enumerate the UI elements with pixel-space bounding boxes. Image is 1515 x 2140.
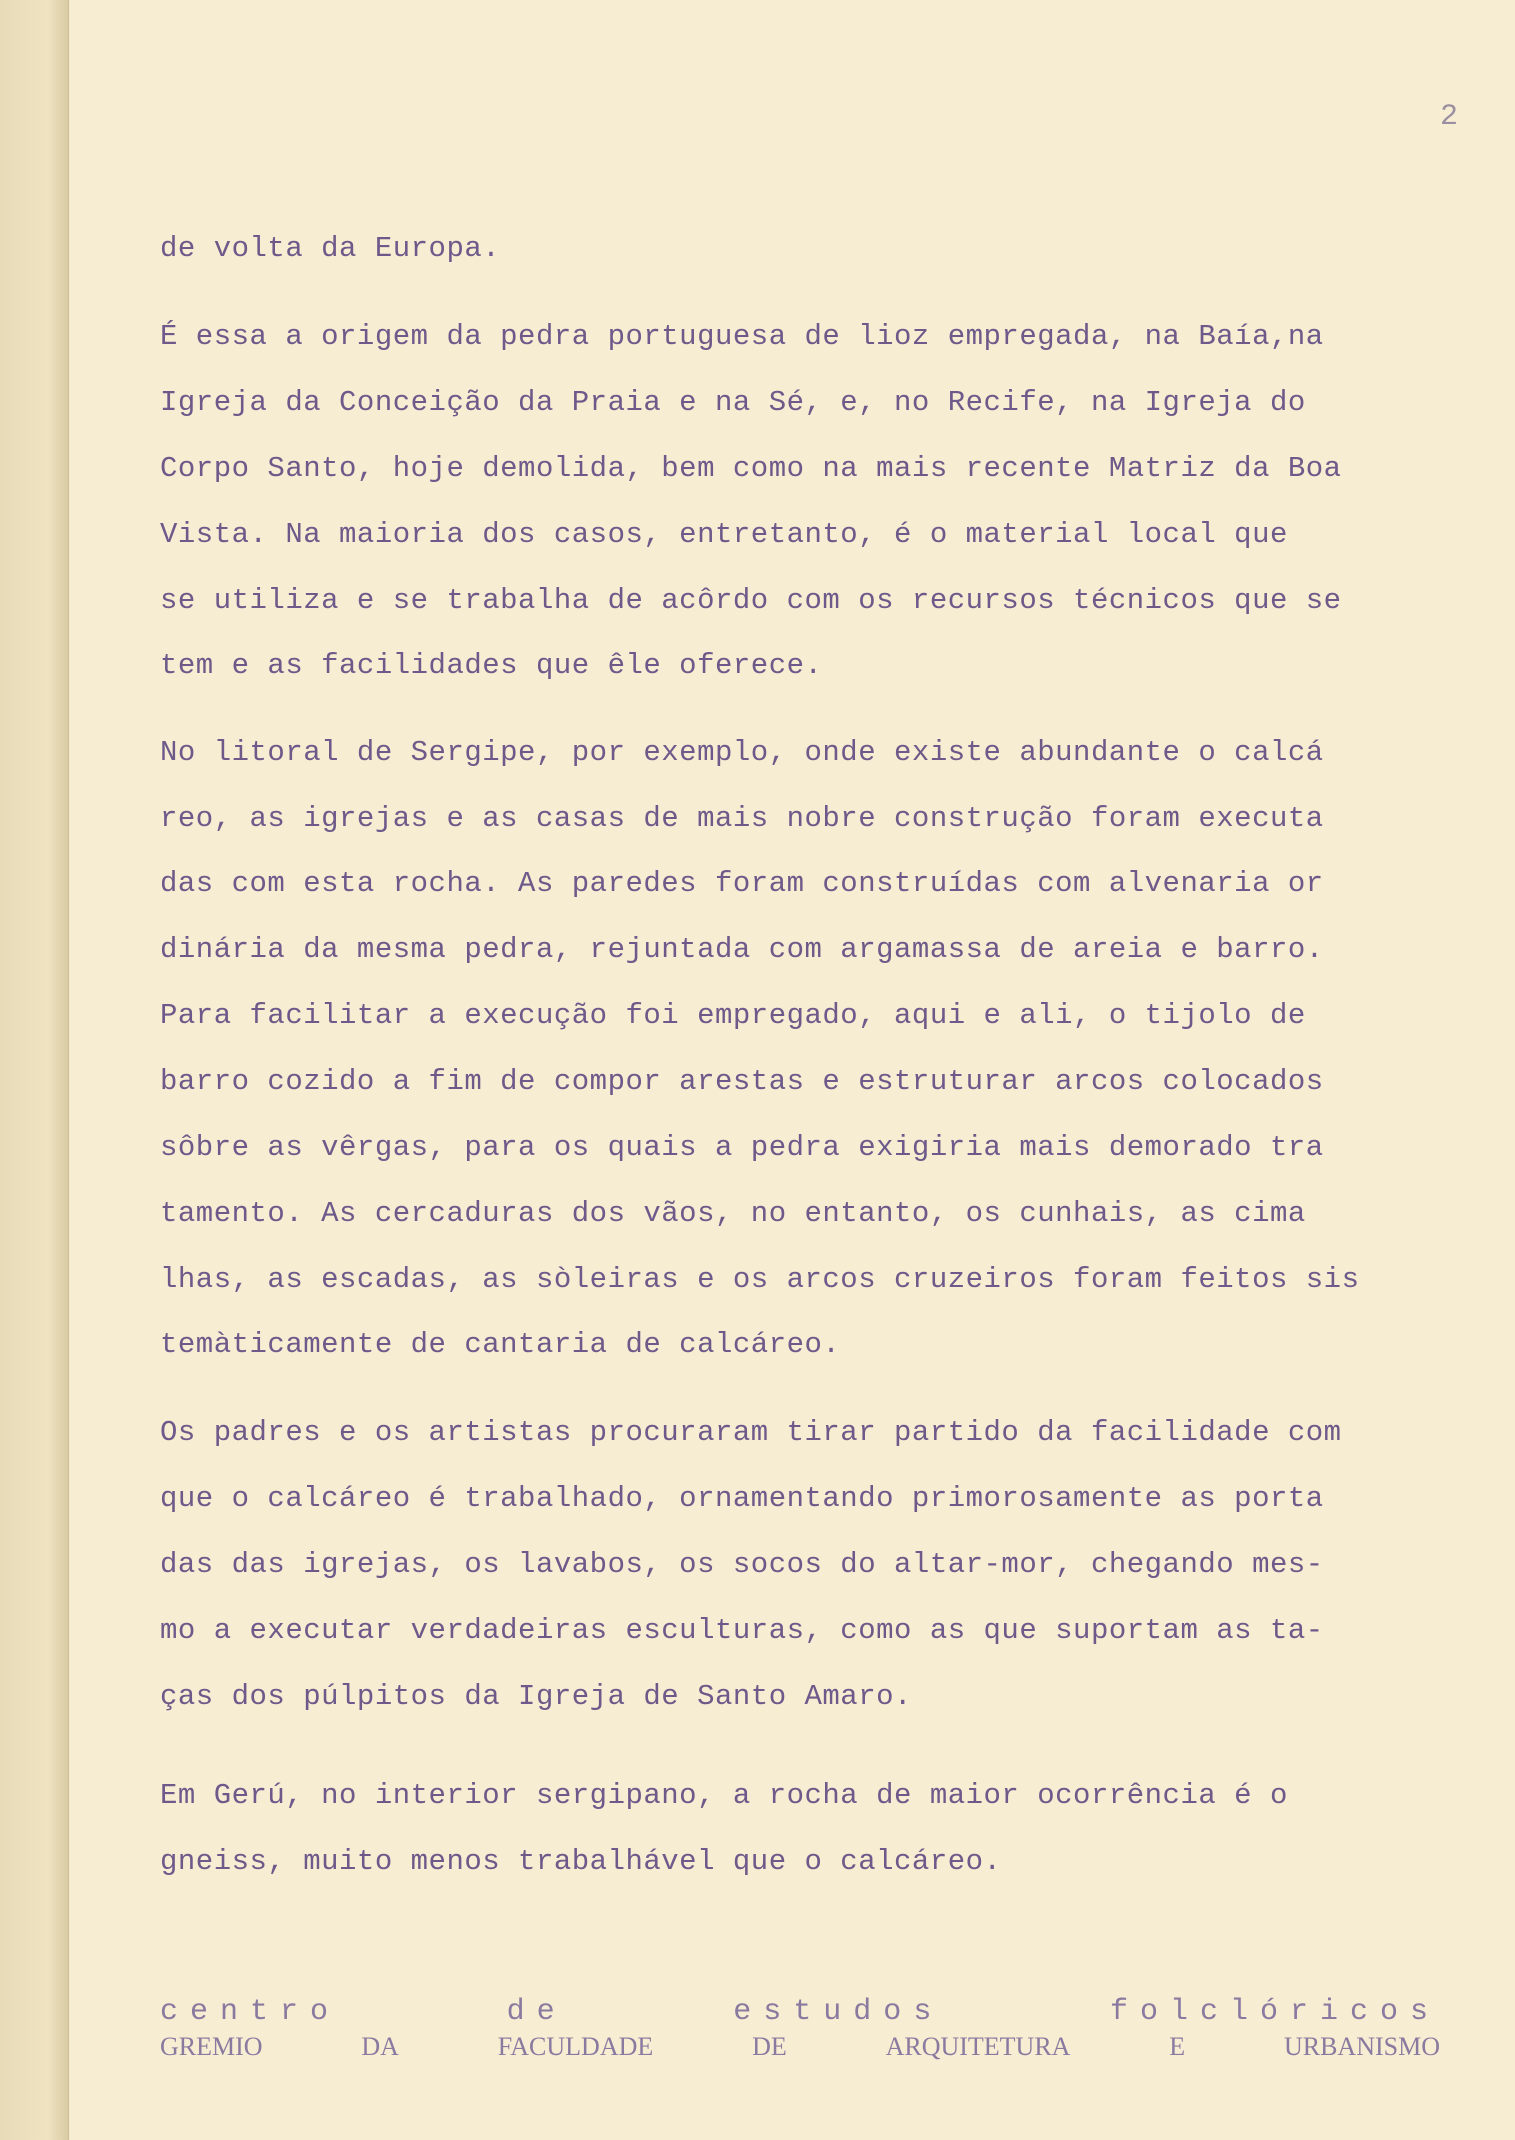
text-line: que o calcáreo é trabalhado, ornamentando primorosamente as porta xyxy=(160,1482,1324,1515)
footer-word: estudos xyxy=(733,1995,944,2029)
text-line: temàticamente de cantaria de calcáreo. xyxy=(160,1328,841,1361)
footer-word: FACULDADE xyxy=(497,2032,654,2061)
footer-word: DE xyxy=(752,2032,787,2061)
text-line: gneiss, muito menos trabalhável que o calcáreo. xyxy=(160,1845,1002,1878)
footer-gremio-line xyxy=(160,2032,1440,2062)
text-line: sôbre as vêrgas, para os quais a pedra exigiria mais demorado tra xyxy=(160,1131,1324,1164)
text-line: Igreja da Conceição da Praia e na Sé, e, no Recife, na Igreja do xyxy=(160,386,1306,419)
text-line: É essa a origem da pedra portuguesa de lioz empregada, na Baía,na xyxy=(160,320,1324,353)
text-line: Os padres e os artistas procuraram tirar partido da facilidade com xyxy=(160,1416,1342,1449)
footer-word: GREMIO xyxy=(160,2032,263,2061)
text-line: Em Gerú, no interior sergipano, a rocha de maior ocorrência é o xyxy=(160,1779,1288,1812)
footer-word: DA xyxy=(361,2032,399,2061)
page-number: 2 xyxy=(1440,100,1459,134)
text-line: das com esta rocha. As paredes foram construídas com alvenaria or xyxy=(160,867,1324,900)
text-line: Vista. Na maioria dos casos, entretanto, é o material local que xyxy=(160,518,1288,551)
text-line: barro cozido a fim de compor arestas e estruturar arcos colocados xyxy=(160,1065,1324,1098)
text-line: reo, as igrejas e as casas de mais nobre construção foram executa xyxy=(160,802,1324,835)
footer-word: ARQUITETURA xyxy=(885,2032,1071,2061)
text-line: dinária da mesma pedra, rejuntada com argamassa de areia e barro. xyxy=(160,933,1324,966)
footer-word: folclóricos xyxy=(1109,1995,1440,2029)
text-line: de volta da Europa. xyxy=(160,232,501,265)
footer-word: E xyxy=(1169,2032,1186,2061)
text-line: Corpo Santo, hoje demolida, bem como na mais recente Matriz da Boa xyxy=(160,452,1342,485)
binding-edge xyxy=(0,0,69,2140)
text-line: No litoral de Sergipe, por exemplo, onde existe abundante o calcá xyxy=(160,736,1324,769)
text-line: tamento. As cercaduras dos vãos, no entanto, os cunhais, as cima xyxy=(160,1197,1306,1230)
footer-centro-line xyxy=(160,1995,1440,2029)
text-line: das das igrejas, os lavabos, os socos do altar-mor, chegando mes- xyxy=(160,1548,1324,1581)
text-line: ças dos púlpitos da Igreja de Santo Amaro. xyxy=(160,1680,912,1713)
text-line: lhas, as escadas, as sòleiras e os arcos cruzeiros foram feitos sis xyxy=(160,1263,1360,1296)
text-line: se utiliza e se trabalha de acôrdo com os recursos técnicos que se xyxy=(160,584,1342,617)
footer-word: URBANISMO xyxy=(1283,2032,1440,2061)
footer-word: centro xyxy=(160,1995,341,2029)
text-line: Para facilitar a execução foi empregado, aqui e ali, o tijolo de xyxy=(160,999,1306,1032)
text-line: tem e as facilidades que êle oferece. xyxy=(160,649,823,682)
footer-word: de xyxy=(506,1995,567,2029)
text-line: mo a executar verdadeiras esculturas, como as que suportam as ta- xyxy=(160,1614,1324,1647)
